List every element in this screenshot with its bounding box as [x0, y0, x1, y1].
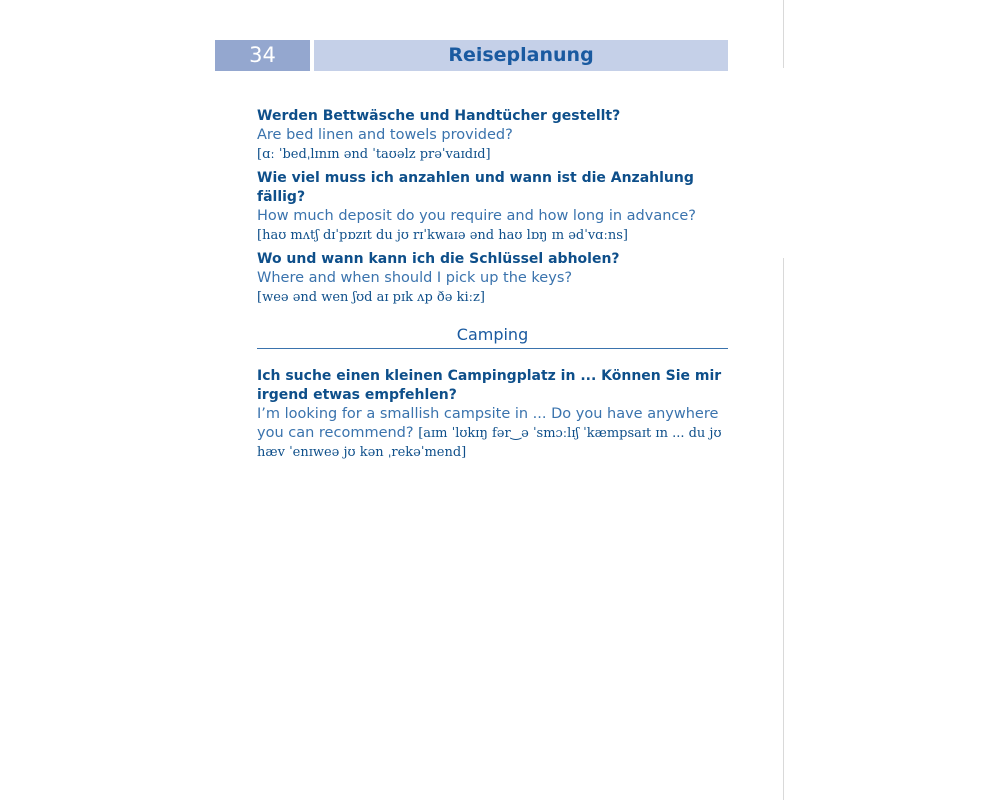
phrase-entry — [257, 107, 728, 165]
chapter-title: Reiseplanung — [314, 40, 728, 71]
page-header — [215, 40, 728, 71]
english-text: I’m looking for a smallish campsite in ... Do you have anywhere you can recommend? — [257, 406, 719, 441]
phonetic-transcription: [ɑː ˈbedˌlɪnɪn ənd ˈtaʊəlz prəˈvaɪdɪd] — [257, 147, 491, 162]
phrase-list — [257, 107, 728, 466]
english-translation: How much deposit do you require and how long in advance? — [257, 208, 696, 224]
german-phrase: Ich suche einen kleinen Campingplatz in ... Können Sie mir irgend etwas empfehlen? — [257, 368, 722, 403]
german-phrase: Wie viel muss ich anzahlen und wann ist die Anzahlung fällig? — [257, 170, 694, 205]
phonetic-transcription: [weə ənd wen ʃʊd aɪ pɪk ʌp ðə kiːz] — [257, 290, 485, 305]
phrase-entry — [257, 250, 728, 308]
page-edge-line — [783, 258, 784, 800]
english-translation — [257, 405, 728, 462]
english-translation: Are bed linen and towels provided? — [257, 127, 513, 143]
german-phrase: Werden Bettwäsche und Handtücher gestellt? — [257, 108, 621, 124]
phrase-entry — [257, 169, 728, 246]
phonetic-transcription: [aɪm ˈlʊkɪŋ fər‿ə ˈsmɔːlɪʃ ˈkæmpsaɪt ɪn ... du jʊ hæv ˈenɪweə jʊ kən ˌrekəˈmend] — [257, 426, 722, 460]
german-phrase: Wo und wann kann ich die Schlüssel abholen? — [257, 251, 620, 267]
phrase-entry — [257, 367, 728, 462]
section-heading: Camping — [257, 324, 728, 349]
page-number: 34 — [215, 40, 310, 71]
camping-section — [257, 367, 728, 462]
page-edge-line — [783, 0, 784, 68]
english-translation: Where and when should I pick up the keys? — [257, 270, 573, 286]
phonetic-transcription: [haʊ mʌtʃ dɪˈpɒzɪt du jʊ rɪˈkwaɪə ənd haʊ lɒŋ ɪn ədˈvɑːns] — [257, 228, 628, 243]
